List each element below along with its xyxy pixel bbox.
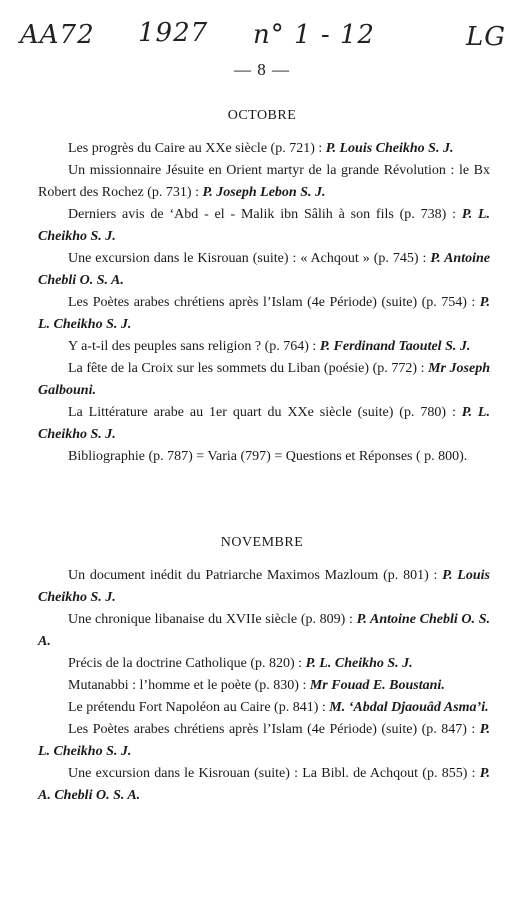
entry-text: Mutanabbi : l’homme et le poète (p. 830) : [68,678,310,693]
entry [38,653,490,675]
section-title-novembre: NOVEMBRE [220,535,304,550]
entry-author: P. L. Cheikho S. J. [305,656,413,671]
entry [38,292,490,336]
entry-text: La Littérature arabe au 1er quart du XXe siècle (suite) (p. 780) : [68,405,462,420]
entry [38,204,490,248]
entry-author: P. A. Chebli O. S. A. [38,766,490,803]
entry-author: P. Louis Cheikho S. J. [325,141,454,156]
entry-author: P. Louis Cheikho S. J. [38,568,490,605]
entry-author: Mr Fouad E. Boustani. [309,678,445,693]
entry [38,763,490,807]
entry-text: Les Poètes arabes chrétiens après l’Islam (4e Période) (suite) (p. 754) : [68,295,480,310]
entry-text: Y a-t-il des peuples sans religion ? (p. 764) : [68,339,320,354]
entry-author: P. L. Cheikho S. J. [38,722,490,759]
entry-author: P. Antoine Chebli O. S. A. [38,251,491,288]
entry-text: Un missionnaire Jésuite en Orient martyr de la grande Révolution : le Bx Robert des Rochez (p. 731) : [38,163,490,200]
entry-text: Derniers avis de ‘Abd - el - Malik ibn Sâlih à son fils (p. 738) : [68,207,462,222]
entry-text: Bibliographie (p. 787) = Varia (797) = Questions et Réponses ( p. 800). [68,449,468,464]
entry-text: Précis de la doctrine Catholique (p. 820) : [68,656,306,671]
entry-author: M. ‘Abdal Djaouâd Asma’i. [329,700,489,715]
entry [38,402,490,446]
entry-author: P. Ferdinand Taoutel S. J. [319,339,471,354]
entry [38,358,490,402]
entry [38,697,490,719]
entry-text: La fête de la Croix sur les sommets du Liban (poésie) (p. 772) : [68,361,429,376]
entry [38,160,490,204]
entry-author: P. Joseph Lebon S. J. [202,185,326,200]
entry-text: Un document inédit du Patriarche Maximos Mazloum (p. 801) : [68,568,443,583]
entry-author: P. L. Cheikho S. J. [38,405,490,442]
entry-text: Une chronique libanaise du XVIIe siècle (p. 809) : [68,612,357,627]
entry [38,446,490,468]
entry-text: Les progrès du Caire au XXe siècle (p. 721) : [68,141,326,156]
entry-author: P. Antoine Chebli O. S. A. [38,612,490,649]
entry [38,565,490,609]
entry-author: Mr Joseph Galbouni. [38,361,490,398]
entry [38,609,490,653]
entry [38,138,490,160]
entry [38,719,490,763]
entry [38,336,490,358]
entries-novembre [38,565,490,807]
handwritten-annotation-year: 1927 [138,18,209,48]
entry-text: Une excursion dans le Kisrouan (suite) : La Bibl. de Achqout (p. 855) : [68,766,480,781]
page-number: — 8 — [234,60,290,79]
section-title-octobre: OCTOBRE [227,108,297,123]
entry-author: P. L. Cheikho S. J. [38,207,490,244]
entry-text: Le prétendu Fort Napoléon au Caire (p. 841) : [68,700,330,715]
entries-octobre [38,138,490,468]
handwritten-annotation-left: AA72 [20,20,95,50]
handwritten-annotation-right: LG [466,22,507,52]
entry-text: Une excursion dans le Kisrouan (suite) : « Achqout » (p. 745) : [68,251,431,266]
handwritten-annotation-issues: n° 1 - 12 [253,20,375,50]
entry-text: Les Poètes arabes chrétiens après l’Islam (4e Période) (suite) (p. 847) : [68,722,480,737]
entry-author: P. L. Cheikho S. J. [38,295,490,332]
entry [38,248,490,292]
entry [38,675,490,697]
